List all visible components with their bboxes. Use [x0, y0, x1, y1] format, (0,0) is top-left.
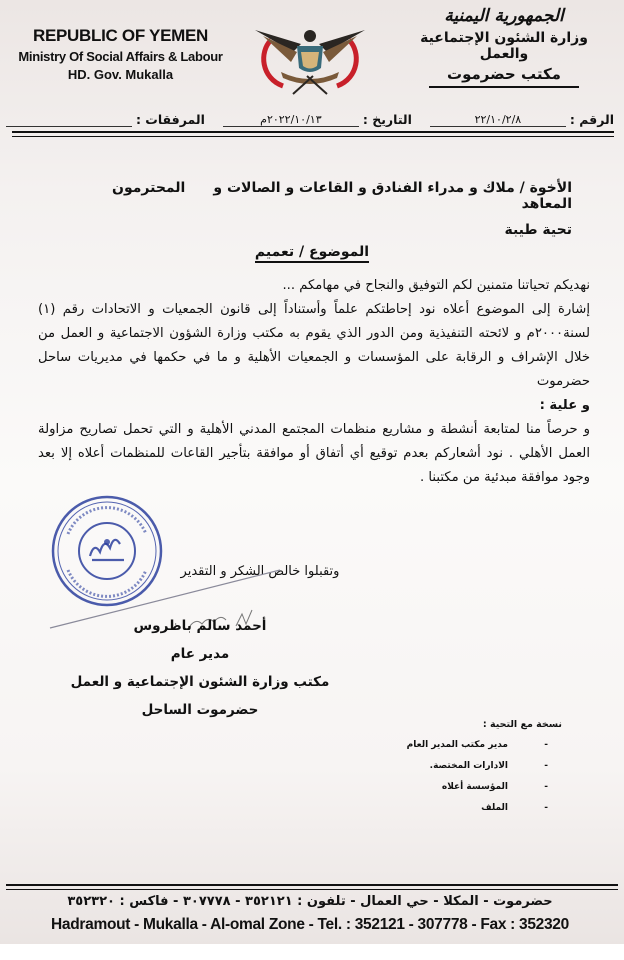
header-divider-thin	[12, 136, 614, 137]
ministry-name-en: Ministry Of Social Affairs & Labour	[18, 49, 223, 64]
header-divider	[12, 131, 614, 133]
signatory-title: مدير عام	[170, 646, 230, 662]
signatory-region: حضرموت الساحل	[141, 702, 259, 718]
bullet-dash: -	[544, 803, 548, 813]
yemen-eagle-emblem-icon	[253, 22, 367, 96]
greeting: تحية طيبة	[504, 222, 572, 238]
footer-divider-thin	[6, 889, 618, 890]
country-name-ar: الجمهورية اليمنية	[444, 6, 564, 26]
date-label: التاريخ :	[362, 112, 412, 127]
reference-line	[12, 107, 614, 127]
reference-number-value: ٢٢/١٠/٢/٨	[430, 113, 566, 127]
signatory-name: أحمد سالم باظروس	[133, 618, 267, 634]
signatory-office: مكتب وزارة الشئون الإجتماعية و العمل	[70, 674, 330, 690]
bullet-dash: -	[544, 782, 548, 792]
bullet-dash: -	[544, 740, 548, 750]
footer-divider	[6, 884, 618, 886]
body-opening: نهديكم تحياتنا متمنين لكم التوفيق والنجاح في مهامكم ...	[282, 278, 590, 293]
footer-address-en: Hadramout - Mukalla - Al-omal Zone - Tel. : 352121 - 307778 - Fax : 352320	[51, 916, 569, 933]
image-bottom-strip	[0, 944, 624, 960]
ministry-name-ar: وزارة الشئون الإجتماعية والعمل	[420, 30, 588, 62]
addressee-block	[112, 180, 572, 238]
copy-item-label: مدير مكتب المدير العام	[406, 740, 508, 750]
copy-item	[407, 735, 562, 756]
copy-item	[407, 756, 562, 777]
arabic-letterhead	[394, 6, 614, 88]
official-stamp-icon	[50, 494, 164, 608]
date-value: ٢٠٢٢/١٠/١٣م	[223, 113, 359, 127]
body-paragraph-reference: إشارة إلى الموضوع أعلاه نود إحاطتكم علماً وأستناداً إلى قانون الجمعيات و الاتحادات رقم (١) لسنة٢٠٠٠م و لائحته التنفيذية ومن الدور الذي يقوم به مكتب وزارة الشؤون الاجتماعية و العمل من خلال الإشراف و الرقابة على المؤسسات و الجمعيات الأهلية و ما في حكمها في مديريات ساحل حضرموت	[38, 302, 590, 389]
copies-title: نسخة مع التحية :	[482, 719, 562, 730]
english-letterhead	[8, 26, 233, 82]
letter-body	[38, 274, 590, 490]
copy-item-label: المؤسسة أعلاه	[441, 782, 508, 792]
attachments-label: المرفقات :	[135, 112, 205, 127]
copy-item-label: الادارات المختصة.	[429, 761, 508, 771]
subject-text: الموضوع / تعميم	[255, 244, 369, 263]
copy-item	[407, 798, 562, 819]
body-paragraph-instruction: و حرصاً منا لمتابعة أنشطة و مشاريع منظمات المجتمع المدني الأهلية و التي تحمل تصاريح مزاولة العمل الأهلي . نود أشعاركم بعدم توقيع أي أتفاق أو موافقة بتأجير القاعات للمنظمات أعلاه إلا بعد وجود موافقة مبدئية من مكتبنا .	[38, 422, 590, 485]
country-name-en: REPUBLIC OF YEMEN	[33, 26, 208, 45]
reference-number-label: الرقم :	[569, 112, 614, 127]
addressee-line: الأخوة / ملاك و مدراء الفنادق و القاعات و الصالات و المعاهد	[213, 180, 572, 212]
closing-line: وتقبلوا خالص الشكر و التقدير	[180, 564, 340, 579]
copy-item-label: الملف	[481, 803, 508, 813]
copies-list	[407, 714, 562, 819]
office-name-ar: مكتب حضرموت	[429, 65, 579, 88]
subject-line	[0, 244, 624, 260]
footer-address-ar: حضرموت - المكلا - حي العمال - تلفون : ٣٥٢١٢١ - ٣٠٧٧٧٨ - فاكس : ٣٥٢٣٢٠	[67, 894, 553, 909]
signature-block	[40, 612, 360, 724]
bullet-dash: -	[544, 761, 548, 771]
addressee-honorific: المحترمون	[112, 180, 186, 196]
body-therefore: و علية :	[539, 398, 590, 413]
attachments-value	[6, 126, 132, 127]
copy-item	[407, 777, 562, 798]
office-name-en: HD. Gov. Mukalla	[67, 67, 174, 82]
